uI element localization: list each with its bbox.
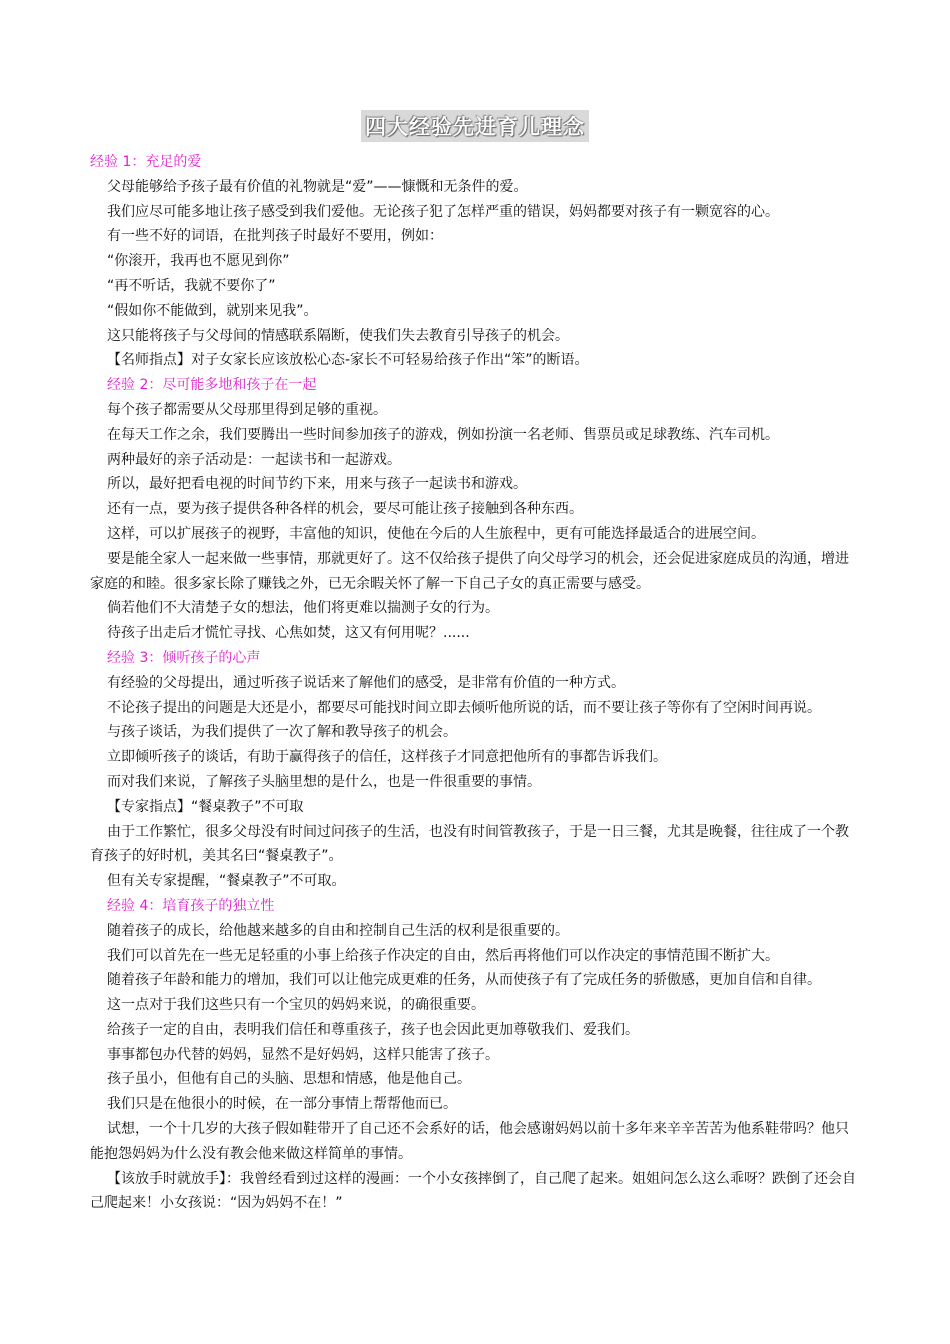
paragraph: 在每天工作之余，我们要腾出一些时间参加孩子的游戏，例如扮演一名老师、售票员或足球教练、汽车司机。 (107, 426, 779, 443)
paragraph: 立即倾听孩子的谈话，有助于赢得孩子的信任，这样孩子才同意把他所有的事都告诉我们。 (107, 749, 667, 766)
document-title: 四大经验先进育儿理念 (361, 110, 589, 142)
paragraph: “假如你不能做到，就别来见我”。 (107, 302, 318, 319)
document-body (90, 150, 862, 1216)
paragraph: 随着孩子年龄和能力的增加，我们可以让他完成更难的任务，从而使孩子有了完成任务的骄傲感，更加自信和自律。 (107, 972, 821, 989)
paragraph: 给孩子一定的自由，表明我们信任和尊重孩子，孩子也会因此更加尊敬我们、爱我们。 (107, 1021, 639, 1038)
paragraph: 倘若他们不大清楚子女的想法，他们将更难以揣测子女的行为。 (107, 600, 499, 617)
paragraph: 我们只是在他很小的时候，在一部分事情上帮帮他而已。 (107, 1096, 457, 1113)
paragraph: 这样，可以扩展孩子的视野，丰富他的知识，使他在今后的人生旅程中，更有可能选择最适合的进展空间。 (107, 525, 765, 542)
paragraph: 还有一点，要为孩子提供各种各样的机会，要尽可能让孩子接触到各种东西。 (107, 501, 583, 518)
paragraph: 【该放手时就放手】：我曾经看到过这样的漫画：一个小女孩摔倒了，自己爬了起来。姐姐问怎么这么乖呀？跌倒了还会自己爬起来！小女孩说：“因为妈妈不在！” (90, 1170, 856, 1212)
paragraph: 与孩子谈话，为我们提供了一次了解和教导孩子的机会。 (107, 724, 457, 741)
paragraph: 不论孩子提出的问题是大还是小，都要尽可能找时间立即去倾听他所说的话，而不要让孩子等你有了空闲时间再说。 (107, 699, 821, 716)
title-container (0, 110, 950, 142)
section-heading: 经验 2：尽可能多地和孩子在一起 (107, 377, 317, 394)
paragraph: 试想，一个十几岁的大孩子假如鞋带开了自己还不会系好的话，他会感谢妈妈以前十多年来辛辛苦苦为他系鞋带吗？他只能抱怨妈妈为什么没有教会他来做这样简单的事情。 (90, 1121, 849, 1162)
section-heading: 经验 4：培育孩子的独立性 (107, 897, 275, 914)
paragraph: 随着孩子的成长，给他越来越多的自由和控制自己生活的权利是很重要的。 (107, 922, 569, 939)
paragraph: 两种最好的亲子活动是：一起读书和一起游戏。 (107, 451, 401, 468)
paragraph: 孩子虽小，但他有自己的头脑、思想和情感，他是他自己。 (107, 1071, 471, 1088)
paragraph: 事事都包办代替的妈妈，显然不是好妈妈，这样只能害了孩子。 (107, 1046, 499, 1063)
section-heading: 经验 1：充足的爱 (90, 154, 202, 170)
paragraph: 【名师指点】对子女家长应该放松心态-家长不可轻易给孩子作出“笨”的断语。 (107, 352, 589, 369)
paragraph: “再不听话，我就不要你了” (107, 277, 276, 294)
paragraph: 而对我们来说，了解孩子头脑里想的是什么，也是一件很重要的事情。 (107, 773, 541, 790)
paragraph: 【专家指点】“餐桌教子”不可取 (107, 798, 304, 815)
paragraph: 每个孩子都需要从父母那里得到足够的重视。 (107, 401, 387, 418)
paragraph: 这一点对于我们这些只有一个宝贝的妈妈来说，的确很重要。 (107, 997, 485, 1014)
paragraph: 有一些不好的词语，在批判孩子时最好不要用，例如： (107, 228, 443, 245)
paragraph: 父母能够给予孩子最有价值的礼物就是“爱”——慷慨和无条件的爱。 (107, 178, 528, 195)
section-heading: 经验 3：倾听孩子的心声 (107, 649, 261, 666)
paragraph: 我们应尽可能多地让孩子感受到我们爱他。无论孩子犯了怎样严重的错误，妈妈都要对孩子有一颗宽容的心。 (107, 203, 779, 220)
paragraph: 所以，最好把看电视的时间节约下来，用来与孩子一起读书和游戏。 (107, 476, 527, 493)
paragraph: 但有关专家提醒，“餐桌教子”不可取。 (107, 873, 346, 890)
paragraph: 由于工作繁忙，很多父母没有时间过问孩子的生活，也没有时间管教孩子，于是一日三餐，尤其是晚餐，往往成了一个教育孩子的好时机，美其名曰“餐桌教子”。 (90, 823, 849, 865)
paragraph: 我们可以首先在一些无足轻重的小事上给孩子作决定的自由，然后再将他们可以作决定的事情范围不断扩大。 (107, 947, 779, 964)
paragraph: 有经验的父母提出，通过听孩子说话来了解他们的感受，是非常有价值的一种方式。 (107, 674, 625, 691)
paragraph: 要是能全家人一起来做一些事情，那就更好了。这不仅给孩子提供了向父母学习的机会，还会促进家庭成员的沟通，增进家庭的和睦。很多家长除了赚钱之外，已无余暇关怀了解一下自己子女的真正需要与感受。 (90, 550, 849, 592)
paragraph: 这只能将孩子与父母间的情感联系隔断，使我们失去教育引导孩子的机会。 (107, 327, 569, 344)
paragraph: 待孩子出走后才慌忙寻找、心焦如焚，这又有何用呢？...... (107, 625, 470, 642)
paragraph: “你滚开，我再也不愿见到你” (107, 253, 290, 270)
